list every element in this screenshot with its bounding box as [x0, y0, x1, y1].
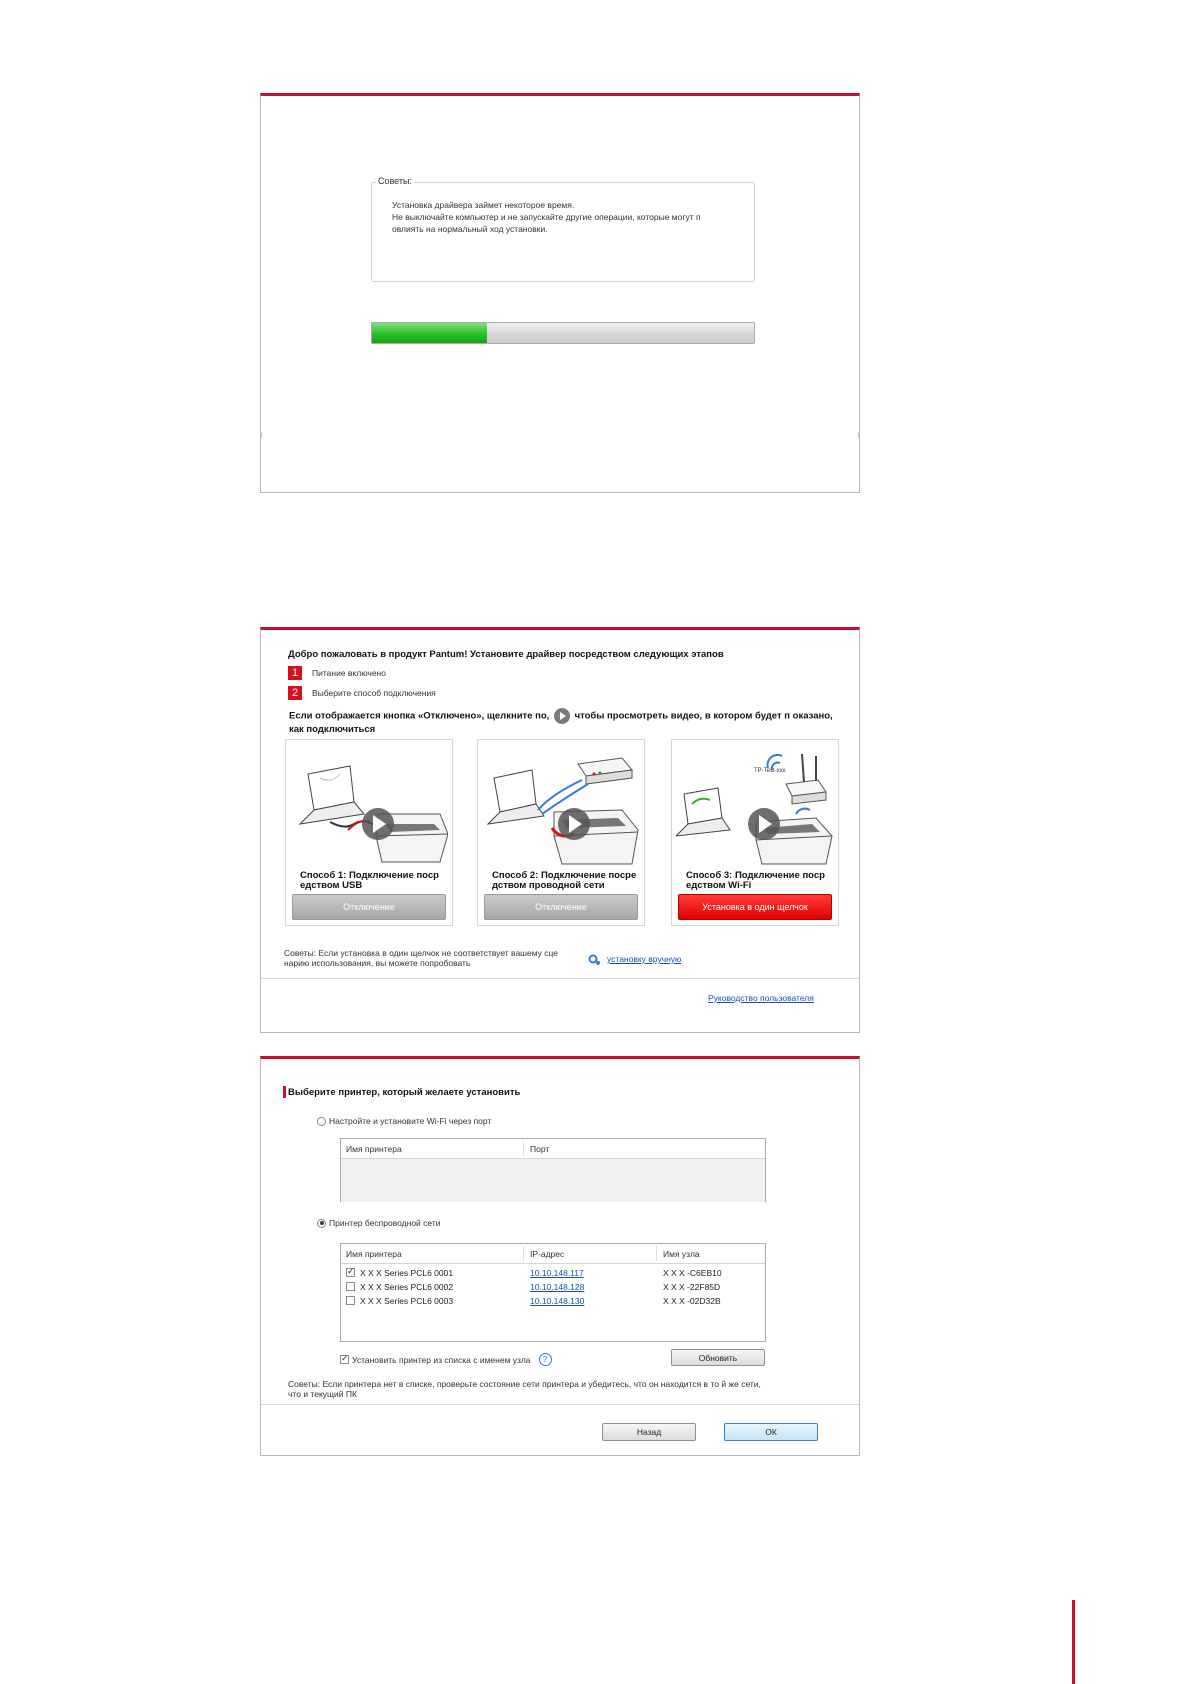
card-caption: Способ 3: Подключение поср едством Wi-Fi	[686, 870, 825, 891]
radio-wireless-printer[interactable]	[317, 1218, 441, 1228]
radio-label: Принтер беспроводной сети	[329, 1218, 441, 1228]
table-header	[341, 1139, 765, 1159]
column-header: Имя узла	[663, 1249, 700, 1259]
divider	[523, 1141, 524, 1156]
column-header: Порт	[530, 1144, 550, 1154]
install-progress-window	[260, 93, 860, 493]
column-header: Имя принтера	[346, 1144, 402, 1154]
tips-box	[371, 176, 755, 282]
gear-icon	[587, 952, 601, 966]
wifi-connection-illustration	[676, 744, 834, 868]
card-caption: Способ 1: Подключение поср едством USB	[300, 870, 439, 891]
manual-install-link[interactable]: установку вручную	[607, 954, 682, 964]
play-icon	[554, 708, 570, 724]
tips-line: овлиять на нормальный ход установки.	[392, 224, 548, 234]
step-number: 1	[288, 666, 302, 680]
table-body	[341, 1159, 765, 1202]
step-label: Питание включено	[312, 668, 386, 678]
install-by-host-label: Установить принтер из списка с именем узла	[352, 1354, 531, 1365]
table-row[interactable]	[341, 1266, 765, 1280]
divider	[656, 1246, 657, 1261]
usb-connection-illustration	[290, 744, 448, 868]
card-usb	[285, 739, 453, 926]
help-icon[interactable]: ?	[539, 1353, 552, 1366]
table-body	[341, 1264, 765, 1308]
hint-text: чтобы просмотреть видео, в котором будет п оказано, как подключиться	[289, 710, 833, 735]
printer-name: X X X Series PCL6 0003	[360, 1296, 454, 1306]
video-hint	[289, 708, 834, 735]
card-wired	[477, 739, 645, 926]
tips-line: Не выключайте компьютер и не запускайте другие операции, которые могут п	[392, 212, 701, 222]
hint-text: Если отображается кнопка «Отключено», щелкните по,	[289, 710, 550, 722]
printer-host: X X X -22F85D	[663, 1282, 721, 1292]
tips-title: Советы:	[378, 176, 412, 186]
port-printer-table	[340, 1138, 766, 1202]
install-by-host-checkbox[interactable]	[340, 1355, 349, 1364]
radio-button[interactable]	[317, 1117, 326, 1126]
divider	[523, 1246, 524, 1261]
radio-wifi-port[interactable]	[317, 1116, 491, 1126]
table-row[interactable]	[341, 1280, 765, 1294]
usb-disconnected-button[interactable]: Отключение	[292, 894, 446, 920]
one-click-install-button[interactable]: Установка в один щелчок	[678, 894, 832, 920]
column-header: Имя принтера	[346, 1249, 402, 1259]
progress-fill	[372, 323, 487, 343]
table-header	[341, 1244, 765, 1264]
row-checkbox[interactable]	[346, 1268, 355, 1277]
printer-ip[interactable]: 10.10.148.117	[530, 1268, 584, 1278]
step-power	[288, 665, 386, 681]
divider	[261, 432, 262, 438]
radio-button[interactable]	[317, 1219, 326, 1228]
router-label: TP-Test-xxx	[754, 768, 786, 774]
page-edge-mark	[1072, 1600, 1075, 1684]
printer-ip[interactable]: 10.10.148.128	[530, 1282, 585, 1292]
refresh-button[interactable]: Обновить	[671, 1349, 765, 1366]
step-number: 2	[288, 686, 302, 700]
printer-name: X X X Series PCL6 0001	[360, 1268, 454, 1278]
wired-connection-illustration	[482, 744, 640, 868]
column-header: IP-адрес	[530, 1249, 565, 1259]
printer-host: X X X -02D32B	[663, 1296, 721, 1306]
back-button[interactable]: Назад	[602, 1423, 696, 1441]
divider	[261, 1404, 859, 1405]
tips-text: Советы: Если принтера нет в списке, проверьте состояние сети принтера и убедитесь, что он находится в то й же сети, что и текущий ПК	[288, 1379, 761, 1399]
tips-line: Установка драйвера займет некоторое время.	[392, 200, 575, 210]
row-checkbox[interactable]	[346, 1282, 355, 1291]
ok-button[interactable]: ОК	[724, 1423, 818, 1441]
printer-host: X X X -C6EB10	[663, 1268, 722, 1278]
step-label: Выберите способ подключения	[312, 688, 436, 698]
page-title: Выберите принтер, который желаете установить	[288, 1087, 521, 1098]
select-printer-window	[260, 1056, 860, 1456]
user-guide-link[interactable]: Руководство пользователя	[708, 993, 814, 1003]
table-row[interactable]	[341, 1294, 765, 1308]
printer-ip[interactable]: 10.10.148.130	[530, 1296, 585, 1306]
progress-bar	[371, 322, 755, 344]
row-checkbox[interactable]	[346, 1296, 355, 1305]
step-connection	[288, 685, 436, 701]
wireless-printer-table	[340, 1243, 766, 1342]
card-caption: Способ 2: Подключение посре дством проводной сети	[492, 870, 637, 891]
divider	[261, 978, 859, 979]
card-wifi	[671, 739, 839, 926]
divider	[858, 432, 859, 438]
printer-name: X X X Series PCL6 0002	[360, 1282, 454, 1292]
tips-text	[392, 199, 744, 235]
welcome-title: Добро пожаловать в продукт Pantum! Установите драйвер посредством следующих этапов	[288, 649, 724, 660]
connection-method-window	[260, 627, 860, 1033]
tips-text: Советы: Если установка в один щелчок не соответствует вашему сце нарию использования, вы можете попробовать	[284, 948, 559, 968]
wired-disconnected-button[interactable]: Отключение	[484, 894, 638, 920]
install-by-host-option[interactable]	[340, 1353, 552, 1366]
radio-label: Настройте и установите Wi-Fi через порт	[329, 1116, 492, 1126]
